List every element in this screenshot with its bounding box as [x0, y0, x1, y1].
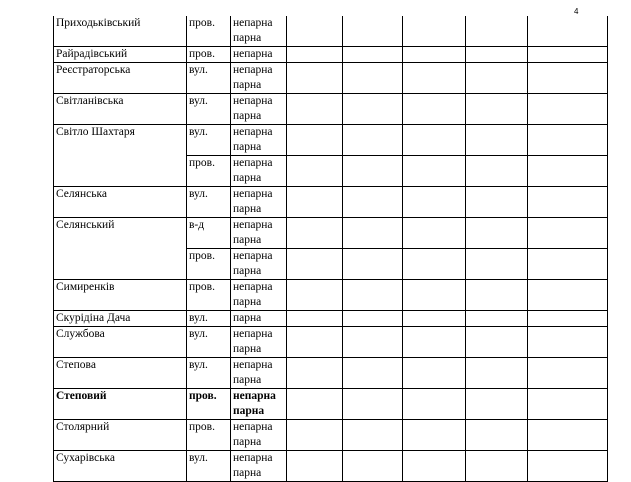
street-type-cell: вул.	[187, 187, 231, 218]
empty-cell	[343, 47, 403, 63]
street-name-cell: Реєстраторська	[54, 63, 187, 94]
empty-cell	[403, 156, 466, 187]
empty-cell	[528, 94, 608, 125]
empty-cell	[403, 47, 466, 63]
empty-cell	[343, 94, 403, 125]
street-type-cell: пров.	[187, 47, 231, 63]
empty-cell	[528, 311, 608, 327]
table-row	[54, 280, 608, 311]
street-type-cell: пров.	[187, 156, 231, 187]
street-name-cell: Світланівська	[54, 94, 187, 125]
parity-line: парна	[233, 79, 262, 91]
empty-cell	[466, 16, 528, 47]
parity-line: непарна	[233, 157, 273, 169]
empty-cell	[287, 327, 343, 358]
parity-line: парна	[233, 141, 262, 153]
empty-cell	[528, 63, 608, 94]
table-row	[54, 47, 608, 63]
table-row	[54, 63, 608, 94]
parity-cell	[231, 16, 287, 47]
empty-cell	[466, 94, 528, 125]
empty-cell	[287, 47, 343, 63]
empty-cell	[403, 16, 466, 47]
parity-line: непарна	[233, 48, 273, 60]
street-type-cell: вул.	[187, 94, 231, 125]
street-type-cell: вул.	[187, 327, 231, 358]
parity-line: парна	[233, 234, 262, 246]
parity-cell	[231, 280, 287, 311]
empty-cell	[343, 358, 403, 389]
empty-cell	[403, 63, 466, 94]
empty-cell	[403, 451, 466, 482]
empty-cell	[466, 389, 528, 420]
empty-cell	[466, 280, 528, 311]
empty-cell	[287, 94, 343, 125]
page-number: 4	[574, 7, 579, 16]
table-row	[54, 311, 608, 327]
parity-line: парна	[233, 467, 262, 479]
table-row	[54, 16, 608, 47]
empty-cell	[343, 451, 403, 482]
street-type-cell: пров.	[187, 16, 231, 47]
empty-cell	[466, 420, 528, 451]
street-name-cell: Степовий	[54, 389, 187, 420]
empty-cell	[528, 218, 608, 249]
empty-cell	[287, 63, 343, 94]
street-name-cell: Службова	[54, 327, 187, 358]
parity-line: непарна	[233, 390, 276, 402]
parity-cell	[231, 249, 287, 280]
street-name-cell: Столярний	[54, 420, 187, 451]
empty-cell	[466, 327, 528, 358]
empty-cell	[466, 218, 528, 249]
empty-cell	[528, 358, 608, 389]
street-type-cell: вул.	[187, 125, 231, 156]
parity-cell	[231, 63, 287, 94]
parity-line: непарна	[233, 17, 273, 29]
empty-cell	[403, 94, 466, 125]
table-row	[54, 327, 608, 358]
parity-line: парна	[233, 343, 262, 355]
empty-cell	[528, 47, 608, 63]
empty-cell	[528, 327, 608, 358]
streets-table	[53, 16, 608, 482]
empty-cell	[528, 16, 608, 47]
street-name-cell: Степова	[54, 358, 187, 389]
empty-cell	[343, 280, 403, 311]
empty-cell	[343, 125, 403, 156]
street-name-cell: Світло Шахтаря	[54, 125, 187, 187]
parity-line: непарна	[233, 281, 273, 293]
table-row	[54, 389, 608, 420]
street-name-cell: Скурідіна Дача	[54, 311, 187, 327]
parity-line: непарна	[233, 452, 273, 464]
parity-cell	[231, 94, 287, 125]
empty-cell	[403, 218, 466, 249]
empty-cell	[528, 125, 608, 156]
empty-cell	[466, 358, 528, 389]
street-type-cell: вул.	[187, 451, 231, 482]
table-row	[54, 94, 608, 125]
empty-cell	[403, 280, 466, 311]
parity-line: непарна	[233, 95, 273, 107]
empty-cell	[287, 16, 343, 47]
empty-cell	[287, 125, 343, 156]
street-type-cell: вул.	[187, 311, 231, 327]
empty-cell	[287, 249, 343, 280]
empty-cell	[528, 420, 608, 451]
empty-cell	[287, 280, 343, 311]
empty-cell	[466, 63, 528, 94]
street-name-cell: Симиренків	[54, 280, 187, 311]
parity-line: непарна	[233, 126, 273, 138]
empty-cell	[466, 156, 528, 187]
table-row	[54, 125, 608, 156]
empty-cell	[528, 187, 608, 218]
empty-cell	[343, 156, 403, 187]
parity-cell	[231, 125, 287, 156]
empty-cell	[403, 125, 466, 156]
empty-cell	[287, 358, 343, 389]
parity-cell	[231, 47, 287, 63]
parity-line: парна	[233, 296, 262, 308]
street-type-cell: в-д	[187, 218, 231, 249]
parity-line: парна	[233, 436, 262, 448]
street-name-cell: Сухарівська	[54, 451, 187, 482]
parity-line: парна	[233, 110, 262, 122]
empty-cell	[403, 420, 466, 451]
street-type-cell: вул.	[187, 358, 231, 389]
parity-cell	[231, 327, 287, 358]
street-name-cell: Приходьківський	[54, 16, 187, 47]
empty-cell	[466, 249, 528, 280]
empty-cell	[343, 389, 403, 420]
parity-cell	[231, 389, 287, 420]
empty-cell	[343, 311, 403, 327]
empty-cell	[287, 311, 343, 327]
parity-line: непарна	[233, 250, 273, 262]
parity-line: непарна	[233, 64, 273, 76]
table-row	[54, 420, 608, 451]
parity-line: парна	[233, 172, 262, 184]
empty-cell	[343, 420, 403, 451]
table-row	[54, 187, 608, 218]
empty-cell	[528, 156, 608, 187]
parity-cell	[231, 358, 287, 389]
street-type-cell: пров.	[187, 420, 231, 451]
empty-cell	[343, 63, 403, 94]
parity-line: непарна	[233, 359, 273, 371]
parity-line: непарна	[233, 328, 273, 340]
empty-cell	[403, 389, 466, 420]
streets-table-body	[54, 16, 608, 482]
street-name-cell: Райрадівський	[54, 47, 187, 63]
street-type-cell: пров.	[187, 280, 231, 311]
empty-cell	[403, 358, 466, 389]
empty-cell	[287, 187, 343, 218]
empty-cell	[528, 451, 608, 482]
empty-cell	[287, 156, 343, 187]
empty-cell	[403, 311, 466, 327]
empty-cell	[343, 218, 403, 249]
empty-cell	[287, 420, 343, 451]
empty-cell	[287, 218, 343, 249]
table-row	[54, 358, 608, 389]
street-name-cell: Селянський	[54, 218, 187, 280]
table-row	[54, 218, 608, 249]
table-row	[54, 451, 608, 482]
parity-cell	[231, 311, 287, 327]
empty-cell	[528, 389, 608, 420]
street-type-cell: пров.	[187, 389, 231, 420]
parity-cell	[231, 420, 287, 451]
parity-line: парна	[233, 32, 262, 44]
parity-line: парна	[233, 265, 262, 277]
street-name-cell: Селянська	[54, 187, 187, 218]
empty-cell	[528, 280, 608, 311]
empty-cell	[403, 249, 466, 280]
empty-cell	[287, 451, 343, 482]
parity-line: непарна	[233, 188, 273, 200]
empty-cell	[343, 187, 403, 218]
empty-cell	[528, 249, 608, 280]
empty-cell	[343, 249, 403, 280]
parity-line: непарна	[233, 421, 273, 433]
empty-cell	[287, 389, 343, 420]
parity-line: парна	[233, 374, 262, 386]
parity-cell	[231, 218, 287, 249]
parity-line: парна	[233, 203, 262, 215]
empty-cell	[466, 451, 528, 482]
parity-line: парна	[233, 312, 262, 324]
parity-cell	[231, 156, 287, 187]
parity-line: непарна	[233, 219, 273, 231]
street-type-cell: пров.	[187, 249, 231, 280]
empty-cell	[403, 327, 466, 358]
empty-cell	[403, 187, 466, 218]
parity-cell	[231, 187, 287, 218]
empty-cell	[466, 47, 528, 63]
empty-cell	[466, 125, 528, 156]
street-type-cell: вул.	[187, 63, 231, 94]
parity-cell	[231, 451, 287, 482]
empty-cell	[466, 187, 528, 218]
empty-cell	[343, 16, 403, 47]
parity-line: парна	[233, 405, 265, 417]
empty-cell	[343, 327, 403, 358]
empty-cell	[466, 311, 528, 327]
